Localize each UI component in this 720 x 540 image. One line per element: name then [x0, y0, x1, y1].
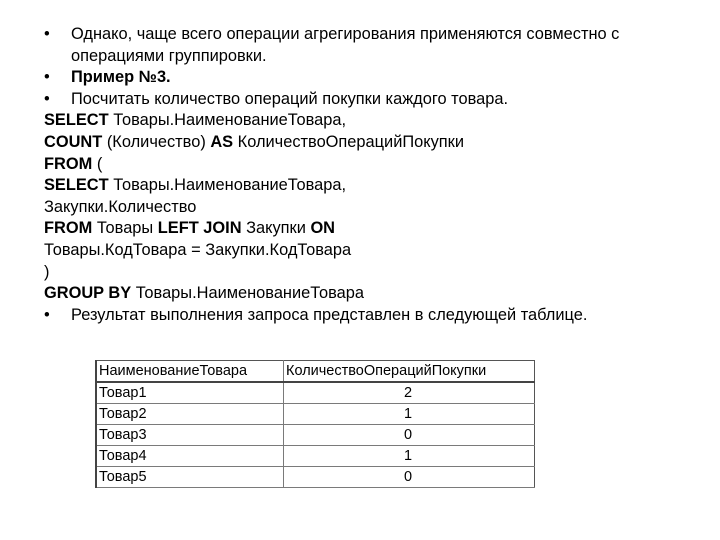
sql-keyword: GROUP BY	[44, 284, 132, 303]
bullet-item	[44, 24, 694, 67]
bullet-item	[44, 67, 694, 89]
sql-keyword: COUNT	[44, 132, 103, 151]
sql-keyword: FROM	[44, 154, 93, 173]
bullet-text: Однако, чаще всего операции агрегирования применяются совместно с операциями группировки.	[71, 25, 620, 65]
table-cell: Товар2	[96, 404, 284, 425]
sql-text: Товары.НаименованиеТовара,	[108, 111, 347, 130]
result-table	[95, 360, 535, 488]
table-cell: Товар4	[96, 446, 284, 467]
sql-text: КоличествоОперацийПокупки	[233, 132, 465, 151]
table-cell: 2	[284, 382, 535, 404]
example-heading: Пример №3.	[71, 68, 171, 87]
table-row	[96, 382, 535, 404]
bullet-dot: •	[44, 68, 50, 87]
sql-line	[44, 132, 694, 154]
bullet-dot: •	[44, 305, 50, 324]
sql-line	[44, 262, 694, 284]
sql-keyword: AS	[210, 132, 234, 151]
table-cell: 0	[284, 467, 535, 488]
bullet-dot: •	[44, 25, 50, 43]
sql-keyword: ON	[310, 219, 336, 238]
sql-text: (Количество)	[102, 132, 211, 151]
table-cell: Товар3	[96, 425, 284, 446]
table-cell: 1	[284, 404, 535, 425]
table-cell: 0	[284, 425, 535, 446]
sql-text: Товары.КодТовара = Закупки.КодТовара	[44, 240, 352, 259]
bullet-dot: •	[44, 89, 50, 108]
table-cell: Товар5	[96, 467, 284, 488]
column-header: КоличествоОперацийПокупки	[284, 361, 535, 383]
bullet-item	[44, 89, 694, 111]
bullet-text: Результат выполнения запроса представлен в следующей таблице.	[71, 305, 588, 324]
sql-text: Закупки.Количество	[44, 197, 197, 216]
bullet-item	[44, 305, 694, 327]
sql-line	[44, 283, 694, 305]
sql-line	[44, 110, 694, 132]
table-cell: Товар1	[96, 382, 284, 404]
column-header: НаименованиеТовара	[96, 361, 284, 383]
sql-line	[44, 218, 694, 240]
sql-text: Товары.НаименованиеТовара	[131, 284, 364, 303]
table-header-row	[96, 361, 535, 383]
bullet-text: Посчитать количество операций покупки каждого товара.	[71, 89, 508, 108]
table-row	[96, 404, 535, 425]
sql-text: )	[44, 262, 50, 281]
sql-text: Закупки	[241, 219, 311, 238]
table-row	[96, 425, 535, 446]
sql-keyword: SELECT	[44, 111, 109, 130]
sql-line	[44, 197, 694, 219]
table-row	[96, 467, 535, 488]
sql-keyword: SELECT	[44, 176, 109, 195]
sql-text: Товары.НаименованиеТовара,	[108, 176, 347, 195]
sql-line	[44, 175, 694, 197]
slide-text	[44, 24, 694, 326]
sql-keyword: LEFT JOIN	[157, 219, 242, 238]
sql-line	[44, 154, 694, 176]
sql-line	[44, 240, 694, 262]
table-row	[96, 446, 535, 467]
sql-text: Товары	[92, 219, 158, 238]
table-cell: 1	[284, 446, 535, 467]
sql-keyword: FROM	[44, 219, 93, 238]
sql-text: (	[92, 154, 103, 173]
